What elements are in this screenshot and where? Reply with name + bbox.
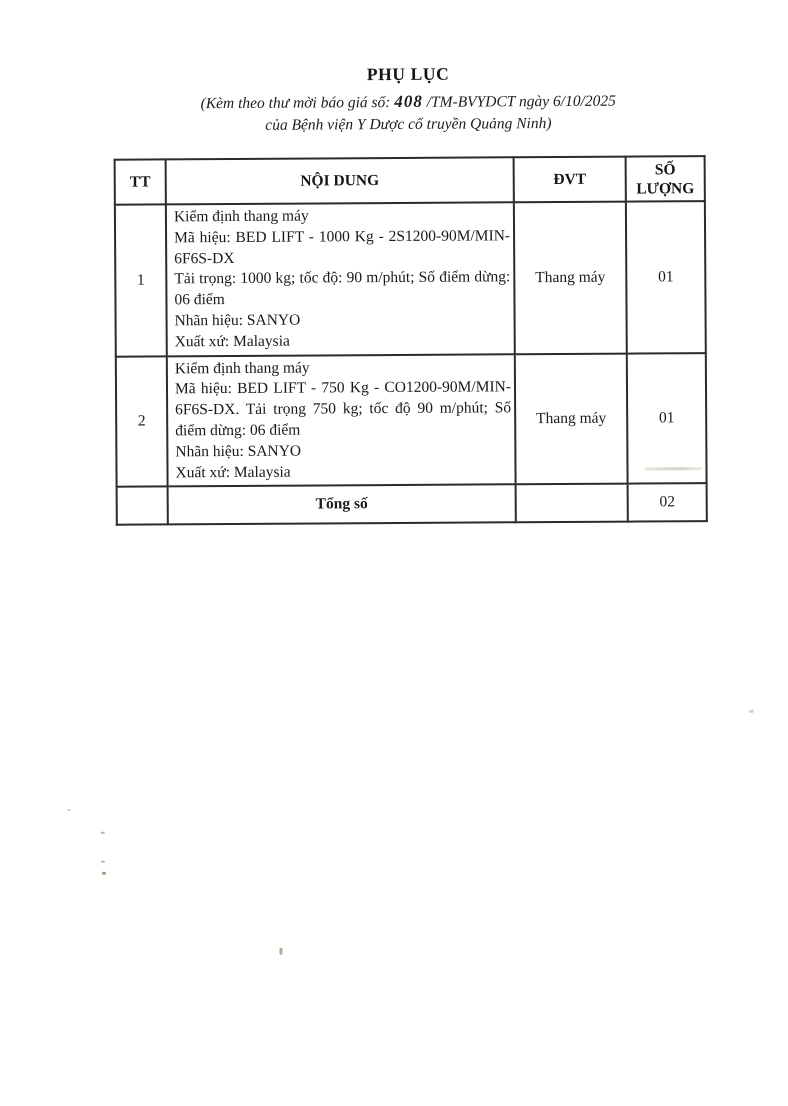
row2-description <box>167 354 516 487</box>
scan-speck <box>102 872 106 875</box>
row2-desc-line: Kiểm định thang máy <box>174 359 310 377</box>
scan-speck <box>279 948 282 955</box>
row1-desc-line: Tải trọng: 1000 kg; tốc độ: 90 m/phút; Số điểm dừng: 06 điểm <box>174 268 511 309</box>
document-header <box>95 62 721 138</box>
scan-speck <box>749 710 754 713</box>
row2-desc-line: Nhãn hiệu: SANYO <box>175 442 302 461</box>
row2-unit: Thang máy <box>515 353 628 484</box>
header-cell-so-luong: SỐ LƯỢNG <box>626 156 705 201</box>
scan-speck <box>101 861 105 863</box>
appendix-table <box>114 155 708 526</box>
row2-desc-line: Mã hiệu: BED LIFT - 750 Kg - CO1200-90M/MIN-6F6S-DX. Tải trọng 750 kg; tốc độ 90 m/phút; Số điểm dừng: 06 điểm <box>174 378 512 440</box>
header-cell-tt: TT <box>115 159 166 204</box>
scan-speck <box>101 832 105 834</box>
row1-desc-line: Nhãn hiệu: SANYO <box>174 311 301 330</box>
table-row <box>116 353 707 487</box>
row2-quantity: 01 <box>627 353 707 484</box>
row2-desc-line: Xuất xứ: Malaysia <box>175 463 291 481</box>
table-total-row <box>117 483 707 525</box>
scan-smudge <box>644 467 702 470</box>
total-empty-dvt <box>516 484 628 523</box>
row1-desc-line: Mã hiệu: BED LIFT - 1000 Kg - 2S1200-90M/MIN-6F6S-DX <box>174 227 511 267</box>
table-header-row <box>115 156 705 205</box>
row1-unit: Thang máy <box>514 202 627 354</box>
row1-description <box>166 202 515 356</box>
quote-number-handwritten: 408 <box>394 91 423 111</box>
scan-speck <box>68 809 71 811</box>
row1-desc-line: Xuất xứ: Malaysia <box>174 332 290 351</box>
subtitle-line-2: của Bệnh viện Y Dược cổ truyền Quảng Ninh) <box>265 115 552 134</box>
header-cell-dvt: ĐVT <box>514 157 626 203</box>
row1-desc-line: Kiểm định thang máy <box>173 207 309 226</box>
total-label: Tổng số <box>168 485 516 525</box>
table-row <box>115 201 706 356</box>
header-cell-noi-dung: NỘI DUNG <box>166 157 514 204</box>
row2-index: 2 <box>116 356 168 487</box>
subtitle-suffix: /TM-BVYDCT ngày 6/10/2025 <box>422 92 616 111</box>
subtitle-prefix: (Kèm theo thư mời báo giá số: <box>200 93 395 113</box>
row1-index: 1 <box>115 204 167 356</box>
row1-quantity: 01 <box>626 201 706 353</box>
page-title: PHỤ LỤC <box>366 63 450 85</box>
document-subtitle <box>95 89 721 138</box>
total-empty-tt <box>117 487 168 525</box>
total-quantity: 02 <box>628 483 707 521</box>
